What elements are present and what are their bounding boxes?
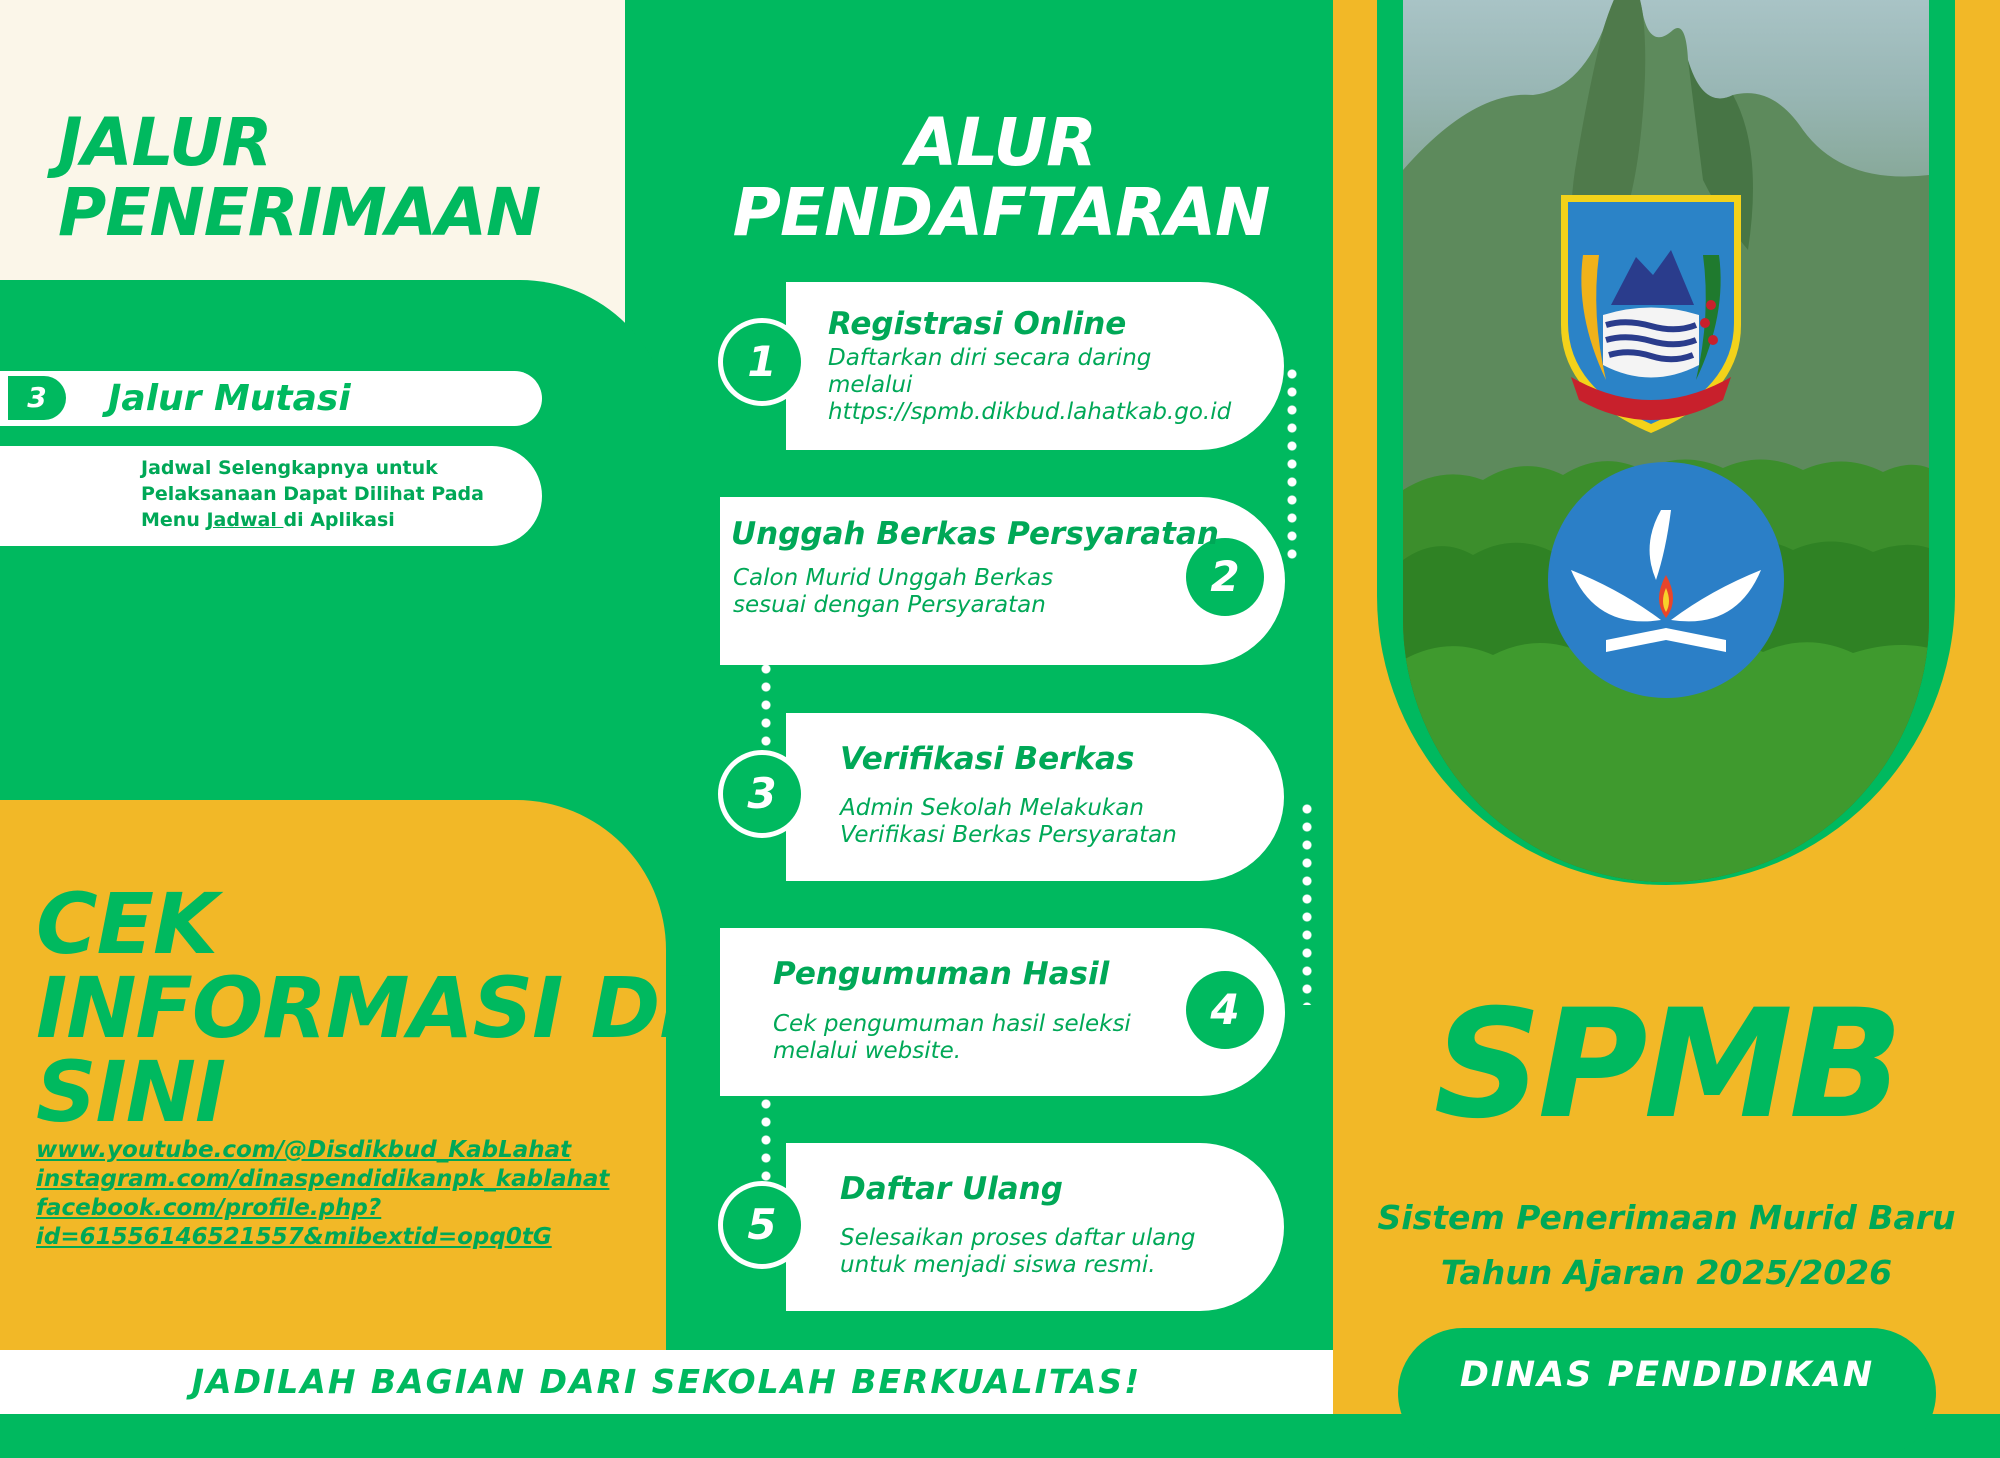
- spmb-title: SPMB: [1433, 978, 1900, 1152]
- dotted-connector: [761, 1095, 771, 1190]
- kabupaten-lahat-emblem: [1561, 195, 1741, 433]
- tut-wuri-handayani-emblem: [1548, 462, 1784, 698]
- instagram-link[interactable]: instagram.com/dinaspendidikanpk_kablahat: [36, 1166, 610, 1192]
- step-desc-1: [828, 345, 1231, 426]
- heading-line: PENDAFTARAN: [732, 174, 1270, 251]
- step-title-4: Pengumuman Hasil: [773, 956, 1110, 992]
- dotted-connector: [1287, 365, 1297, 565]
- step-title-2: Unggah Berkas Persyaratan: [731, 516, 1219, 552]
- heading-line: SINI: [36, 1043, 226, 1141]
- note-text: Jadwal Selengkapnya untuk Pelaksanaan Dapat Dilihat Pada Menu: [141, 457, 484, 531]
- dotted-connector: [1302, 800, 1312, 1005]
- step-desc-2: [733, 565, 1053, 619]
- cek-informasi-heading: [36, 875, 690, 1141]
- desc-line: Calon Murid Unggah Berkas: [733, 565, 1054, 591]
- facebook-link[interactable]: facebook.com/profile.php?: [36, 1195, 382, 1221]
- tagline: JADILAH BAGIAN DARI SEKOLAH BERKUALITAS!: [191, 1362, 1142, 1401]
- step-number-5: 5: [718, 1181, 806, 1269]
- mountain-illustration: [1403, 0, 1929, 882]
- jadwal-link[interactable]: Jadwal: [206, 509, 284, 531]
- jalur-penerimaan-heading: [58, 104, 541, 251]
- desc-line[interactable]: https://spmb.dikbud.lahatkab.go.id: [828, 399, 1232, 425]
- desc-line: Cek pengumuman hasil seleksi: [773, 1011, 1131, 1037]
- step-number-2: 2: [1181, 533, 1269, 621]
- social-links: [36, 1136, 609, 1252]
- desc-line: Selesaikan proses daftar ulang: [840, 1225, 1196, 1251]
- youtube-link[interactable]: www.youtube.com/@Disdikbud_KabLahat: [36, 1137, 572, 1163]
- desc-line: sesuai dengan Persyaratan: [733, 592, 1046, 618]
- heading-line: INFORMASI DI: [36, 959, 690, 1057]
- step-desc-5: [840, 1225, 1196, 1279]
- desc-line: melalui website.: [773, 1038, 962, 1064]
- step-number-1: 1: [718, 318, 806, 406]
- subtitle-line: Sistem Penerimaan Murid Baru: [1377, 1198, 1956, 1237]
- desc-line: melalui: [828, 372, 913, 398]
- jadwal-note-text: [141, 455, 541, 533]
- heading-line: JALUR: [58, 104, 272, 181]
- mountain-photo: [1403, 0, 1929, 882]
- dinas-pendidikan-label: DINAS PENDIDIKAN: [1459, 1355, 1875, 1395]
- step-number-3: 3: [718, 750, 806, 838]
- desc-line: Admin Sekolah Melakukan: [840, 795, 1144, 821]
- desc-line: untuk menjadi siswa resmi.: [840, 1252, 1156, 1278]
- jalur-mutasi-label: Jalur Mutasi: [108, 378, 351, 419]
- desc-line: Daftarkan diri secara daring: [828, 345, 1152, 371]
- step-number-4: 4: [1181, 966, 1269, 1054]
- step-desc-3: [840, 795, 1177, 849]
- step-desc-4: [773, 1011, 1131, 1065]
- facebook-link-id[interactable]: id=61556146521557&mibextid=opq0tG: [36, 1224, 552, 1250]
- alur-pendaftaran-heading: [666, 104, 1336, 251]
- step-title-5: Daftar Ulang: [840, 1171, 1063, 1207]
- heading-line: PENERIMAAN: [58, 174, 541, 251]
- note-text: di Aplikasi: [283, 509, 395, 531]
- jalur-mutasi-number: 3: [8, 376, 66, 420]
- heading-line: ALUR: [906, 104, 1096, 181]
- dotted-connector: [761, 660, 771, 750]
- subtitle-line: Tahun Ajaran 2025/2026: [1440, 1253, 1893, 1292]
- step-title-1: Registrasi Online: [828, 306, 1127, 342]
- spmb-subtitle: [1333, 1190, 2000, 1300]
- step-title-3: Verifikasi Berkas: [840, 741, 1135, 777]
- desc-line: Verifikasi Berkas Persyaratan: [840, 822, 1177, 848]
- heading-line: CEK: [36, 875, 218, 973]
